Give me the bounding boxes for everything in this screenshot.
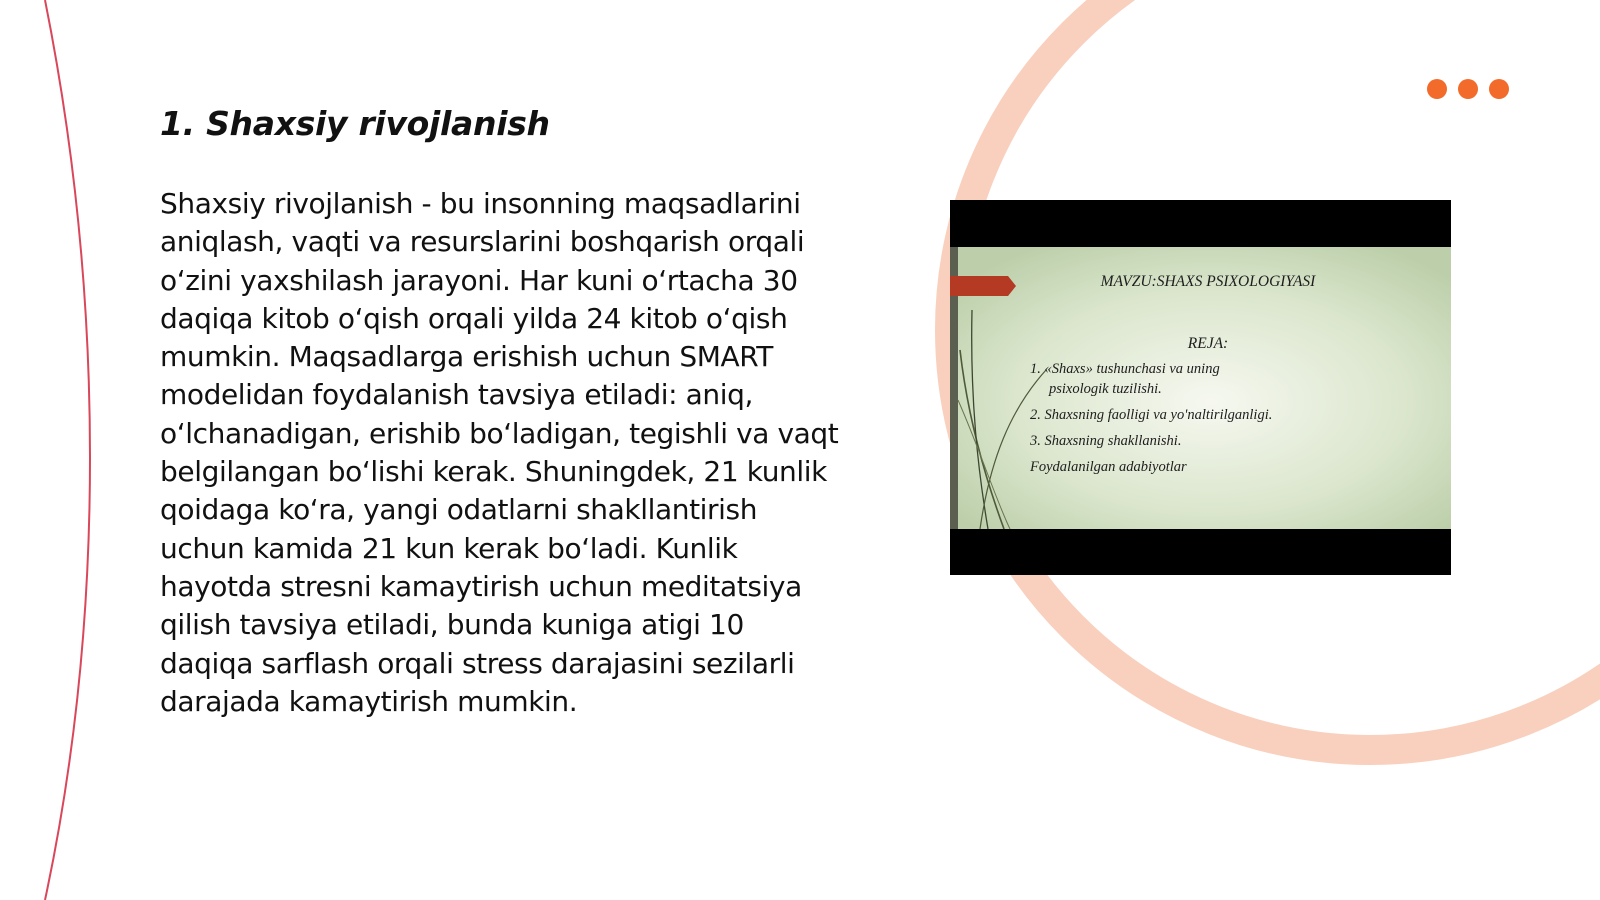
embedded-plan-heading: REJA: bbox=[1187, 335, 1229, 352]
slide-title: 1. Shaxsiy rivojlanish bbox=[160, 104, 550, 143]
embedded-plan-item: 3. Shaxsning shakllanishi. bbox=[1030, 433, 1182, 449]
three-dots-icon bbox=[1427, 79, 1511, 99]
embedded-plan-item: psixologik tuzilishi. bbox=[1049, 381, 1162, 397]
embedded-plan-item: 1. «Shaxs» tushunchasi va uning bbox=[1030, 361, 1220, 377]
dot bbox=[1458, 79, 1478, 99]
red-arrow-icon bbox=[950, 276, 1016, 296]
left-border-curve bbox=[45, 0, 90, 900]
embedded-plan-item: 2. Shaxsning faolligi va yo'naltirilganligi. bbox=[1030, 407, 1273, 423]
embedded-plan-item: Foydalanilgan adabiyotlar bbox=[1030, 459, 1187, 475]
dot bbox=[1489, 79, 1509, 99]
embedded-slide-image bbox=[950, 200, 1451, 575]
body-paragraph: Shaxsiy rivojlanish - bu insonning maqsadlarini aniqlash, vaqti va resurslarini boshqarish orqali o‘zini yaxshilash jarayoni. Har kuni o‘rtacha 30 daqiqa kitob o‘qish orqali yilda 24 kitob o‘qish mumkin. Maqsadlarga erishish uchun SMART modelidan foydalanish tavsiya etiladi: aniq, o‘lchanadigan, erishib bo‘ladigan, tegishli va vaqt belgilangan bo‘lishi kerak. Shuningdek, 21 kunlik qoidaga ko‘ra, yangi odatlarni shakllantirish uchun kamida 21 kun kerak bo‘ladi. Kunlik hayotda stresni kamaytirish uchun meditatsiya qilish tavsiya etiladi, bunda kuniga atigi 10 daqiqa sarflash orqali stress darajasini sezilarli darajada kamaytirish mumkin. bbox=[160, 187, 839, 718]
embedded-slide-title: MAVZU:SHAXS PSIXOLOGIYASI bbox=[1100, 273, 1316, 290]
dot bbox=[1427, 79, 1447, 99]
